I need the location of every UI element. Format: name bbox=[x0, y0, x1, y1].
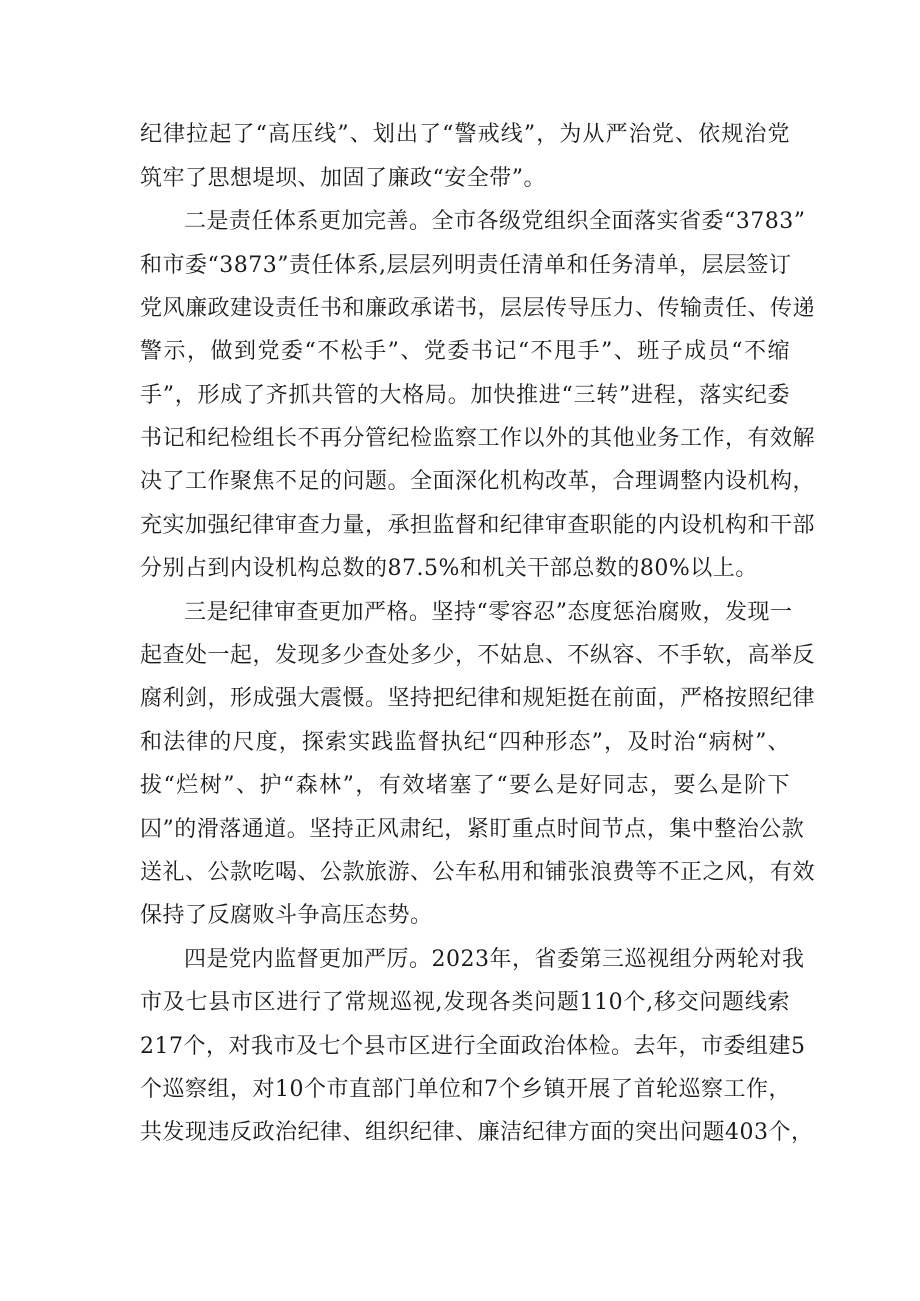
body-text-line: 217个，对我市及七个县市区进行全面政治体检。去年，市委组建5 bbox=[140, 1034, 806, 1059]
paragraph-first-line: 四是党内监督更加严厉。2023年，省委第三巡视组分两轮对我 bbox=[184, 947, 805, 972]
body-text-line: 起查处一起，发现多少查处多少，不姑息、不纵容、不手软，高举反 bbox=[140, 643, 816, 668]
body-text-line: 保持了反腐败斗争高压态势。 bbox=[140, 903, 433, 928]
body-text-line: 拔“烂树”、护“森林”，有效堵塞了“要么是好同志，要么是阶下 bbox=[140, 773, 790, 798]
body-text-line: 书记和纪检组长不再分管纪检监察工作以外的其他业务工作，有效解 bbox=[140, 426, 816, 451]
body-text-line: 党风廉政建设责任书和廉政承诺书，层层传导压力、传输责任、传递 bbox=[140, 296, 816, 321]
body-text-line: 决了工作聚焦不足的问题。全面深化机构改革，合理调整内设机构， bbox=[140, 469, 816, 494]
body-text-line: 共发现违反政治纪律、组织纪律、廉洁纪律方面的突出问题403个， bbox=[140, 1120, 814, 1145]
body-text-line: 分别占到内设机构总数的87.5%和机关干部总数的80%以上。 bbox=[140, 556, 758, 581]
body-text-line: 腐利剑，形成强大震慑。坚持把纪律和规矩挺在前面，严格按照纪律 bbox=[140, 686, 816, 711]
body-text-line: 和法律的尺度，探索实践监督执纪“四种形态”，及时治“病树”、 bbox=[140, 730, 790, 755]
body-text-line: 筑牢了思想堤坝、加固了廉政“安全带”。 bbox=[140, 166, 546, 191]
paragraph-first-line: 二是责任体系更加完善。全市各级党组织全面落实省委“3783” bbox=[184, 209, 806, 234]
body-text-line: 纪律拉起了“高压线”、划出了“警戒线”，为从严治党、依规治党 bbox=[140, 122, 790, 147]
paragraph-first-line: 三是纪律审查更加严格。坚持“零容忍”态度惩治腐败，发现一 bbox=[184, 600, 793, 625]
body-text-line: 和市委“3873”责任体系,层层列明责任清单和任务清单，层层签订 bbox=[140, 253, 792, 278]
body-text-line: 囚”的滑落通道。坚持正风肃纪，紧盯重点时间节点，集中整治公款 bbox=[140, 817, 805, 842]
body-text-line: 个巡察组，对10个市直部门单位和7个乡镇开展了首轮巡察工作， bbox=[140, 1077, 791, 1102]
body-text-line: 送礼、公款吃喝、公款旅游、公车私用和铺张浪费等不正之风，有效 bbox=[140, 860, 816, 885]
body-text-line: 充实加强纪律审查力量，承担监督和纪律审查职能的内设机构和干部 bbox=[140, 513, 816, 538]
body-text-line: 警示，做到党委“不松手”、党委书记“不甩手”、班子成员“不缩 bbox=[140, 339, 790, 364]
body-text-line: 市及七县市区进行了常规巡视,发现各类问题110个,移交问题线索 bbox=[140, 990, 790, 1015]
body-text-line: 手”，形成了齐抓共管的大格局。加快推进“三转”进程，落实纪委 bbox=[140, 383, 790, 408]
